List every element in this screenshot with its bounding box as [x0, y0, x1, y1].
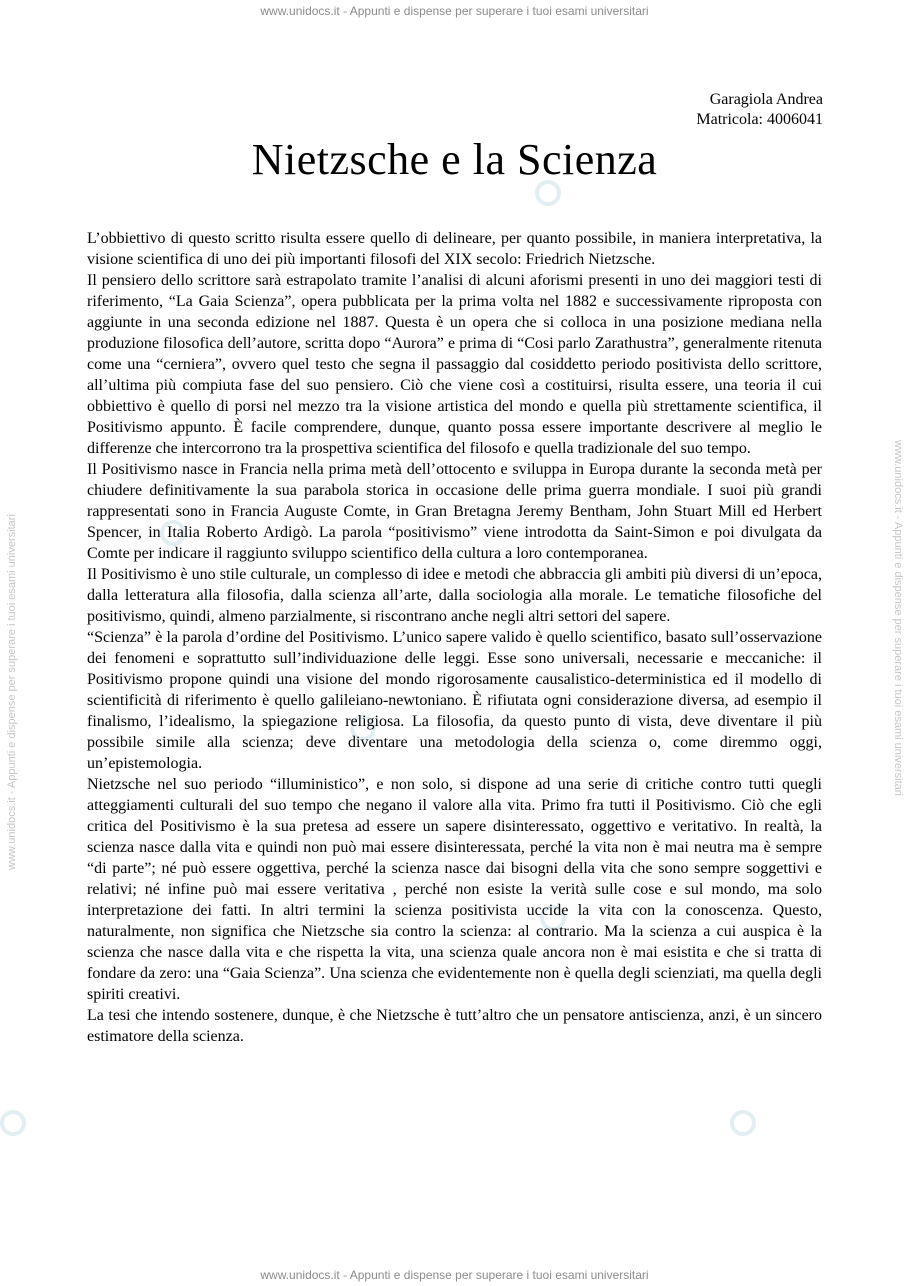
- paragraph-scienza: “Scienza” è la parola d’ordine del Positivismo. L’unico sapere valido è quello scientifico, basato sull’osservazione dei fenomeni e soprattutto sull’individuazione delle leggi. Esse sono universali, necessarie e meccaniche: il Positivismo propone quindi una visione del mondo rigorosamente causalistico-deterministica ed il modello di scientificità di riferimento è quello galileiano-newtoniano. È rifiutata ogni considerazione diversa, ad esempio il finalismo, l’idealismo, la spiegazione religiosa. La filosofia, da questo punto di vista, deve diventare il più possibile simile alla scienza; deve diventare una metodologia della scienza o, come diremmo oggi, un’epistemologia.: [87, 629, 822, 772]
- author-name: Garagiola Andrea: [709, 91, 823, 108]
- paragraph-positivismo-stile: Il Positivismo è uno stile culturale, un complesso di idee e metodi che abbraccia gli ambiti più diversi di un’epoca, dalla letteratura alla filosofia, dalla scienza all’arte, dalla sociologia alla morale. Le tematiche filosofiche del positivismo, quindi, almeno parzialmente, si riscontrano anche negli altri settori del sapere.: [87, 566, 822, 625]
- document-body: [87, 228, 822, 1047]
- paragraph-intro: L’obbiettivo di questo scritto risulta essere quello di delineare, per quanto possibile, in maniera interpretativa, la visione scientifica di uno dei più importanti filosofi del XIX secolo: Friedrich Nietzsche.: [87, 230, 822, 268]
- author-block: [696, 90, 823, 130]
- watermark-logo-icon: [730, 1110, 756, 1136]
- watermark-logo-icon: [0, 1110, 26, 1136]
- watermark-side-left: www.unidocs.it - Appunti e dispense per superare i tuoi esami universitari: [6, 514, 18, 870]
- watermark-header: www.unidocs.it - Appunti e dispense per superare i tuoi esami universitari: [260, 4, 649, 18]
- author-matricola: Matricola: 4006041: [696, 111, 823, 128]
- paragraph-critica-nietzsche: Nietzsche nel suo periodo “illuministico”, e non solo, si dispone ad una serie di critiche contro tutti quegli atteggiamenti culturali del suo tempo che negano il valore alla vita. Primo fra tutti il Positivismo. Ciò che egli critica del Positivismo è la sua pretesa ad essere un sapere disinteressato, oggettivo e veritativo. In realtà, la scienza nasce dalla vita e quindi non può mai essere disinteressata, perché la vita non è mai neutra ma è sempre “di parte”; né può essere oggettiva, perché la scienza nasce dai bisogni della vita che sono sempre soggettivi e relativi; né infine può mai essere veritativa , perché non esiste la verità sulle cose e sul mondo, ma solo interpretazione dei fatti. In altri termini la scienza positivista uccide la vita con la conoscenza. Questo, naturalmente, non significa che Nietzsche sia contro la scienza: al contrario. Ma la scienza a cui auspica è la scienza che nasce dalla vita e che rispetta la vita, una scienza quale ancora non è mai esistita e che si tratta di fondare da zero: una “Gaia Scienza”. Una scienza che evidentemente non è quella degli scienziati, ma quella degli spiriti creativi.: [87, 776, 822, 1003]
- paragraph-tesi: La tesi che intendo sostenere, dunque, è che Nietzsche è tutt’altro che un pensatore antiscienza, anzi, è un sincero estimatore della scienza.: [87, 1007, 822, 1045]
- paragraph-positivismo-origini: Il Positivismo nasce in Francia nella prima metà dell’ottocento e sviluppa in Europa durante la seconda metà per chiudere definitivamente la sua parabola storica in occasione delle prima guerra mondiale. I suoi più grandi rappresentati sono in Francia Auguste Comte, in Gran Bretagna Jeremy Bentham, John Stuart Mill ed Herbert Spencer, in Italia Roberto Ardigò. La parola “positivismo” viene introdotta da Saint-Simon e poi divulgata da Comte per indicare il raggiunto sviluppo scientifico della cultura a loro contemporanea.: [87, 461, 822, 562]
- document-title: Nietzsche e la Scienza: [251, 135, 658, 184]
- watermark-footer: www.unidocs.it - Appunti e dispense per superare i tuoi esami universitari: [260, 1268, 649, 1282]
- paragraph-gaia-scienza: Il pensiero dello scrittore sarà estrapolato tramite l’analisi di alcuni aforismi presenti in uno dei maggiori testi di riferimento, “La Gaia Scienza”, opera pubblicata per la prima volta nel 1882 e successivamente riproposta con aggiunte in una seconda edizione nel 1887. Questa è un opera che si colloca in una posizione mediana nella produzione filosofica dell’autore, scritta dopo “Aurora” e prima di “Cosi parlo Zarathustra”, generalmente ritenuta come una “cerniera”, ovvero quel testo che segna il passaggio dal cosiddetto periodo positivista dello scrittore, all’ultima più compiuta fase del suo pensiero. Ciò che viene così a costituirsi, risulta essere, una teoria il cui obbiettivo è quello di porsi nel mezzo tra la visione artistica del mondo e quella più strettamente scientifica, il Positivismo appunto. È facile comprendere, dunque, quanto possa essere importante descrivere al meglio le differenze che intercorrono tra la prospettiva scientifica del filosofo e quella tradizionale del suo tempo.: [87, 272, 822, 457]
- watermark-side-right: www.unidocs.it - Appunti e dispense per superare i tuoi esami universitari: [892, 440, 904, 796]
